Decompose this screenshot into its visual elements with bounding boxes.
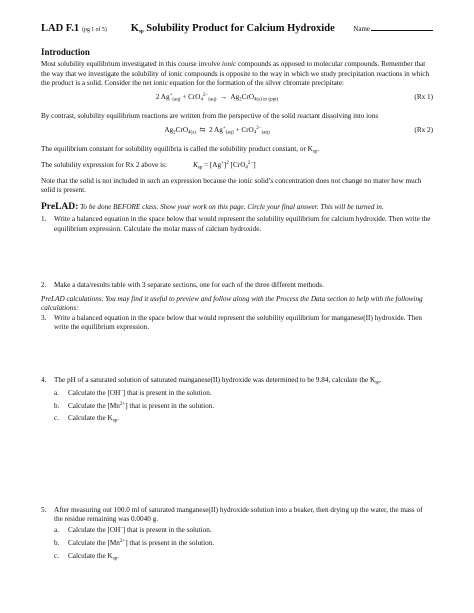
- intro-ionic: ionic: [221, 60, 237, 69]
- title-rest: Solubility Product for Calcium Hydroxide: [143, 23, 335, 34]
- question-1: [41, 215, 433, 233]
- prelab-heading: PreLAD:: [41, 202, 79, 213]
- question-4-ksp-sub: sp: [375, 380, 380, 386]
- question-4: [41, 376, 433, 387]
- title-sp: sp: [138, 29, 144, 35]
- part-letter: b.: [54, 401, 60, 410]
- page-note: (pg 1 of 5): [82, 27, 107, 33]
- ksp-sub: sp: [112, 418, 118, 424]
- oh-end: ] that is present in the solution.: [122, 388, 212, 397]
- prelab-instructions: To be done BEFORE class. Show your work on this page. Circle your final answer. This will be turned in.: [78, 203, 384, 212]
- mn-end: ] that is present in the solution.: [125, 401, 215, 410]
- question-4c: [54, 414, 433, 425]
- question-5a: [54, 526, 433, 535]
- intro-note: Note that the solid is not included in such an expression because the ionic solid’s concentration does not change no mater how much solid is present.: [41, 176, 422, 195]
- answer-space-3[interactable]: [41, 332, 433, 376]
- oh-end: ] that is present in the solution.: [122, 526, 212, 535]
- question-4-number: 4.: [41, 375, 47, 384]
- introduction-heading: Introduction: [41, 46, 90, 57]
- ksp-def-end: .: [317, 145, 320, 154]
- oh-text: Calculate the [OH: [68, 388, 121, 397]
- question-5b: [54, 539, 433, 548]
- question-1-number: 1.: [41, 215, 47, 224]
- name-label: Name: [353, 25, 370, 33]
- answer-space-4[interactable]: [41, 429, 433, 506]
- part-text: [68, 402, 214, 411]
- reaction-2-tag: (Rx 2): [414, 126, 433, 135]
- reaction-1-tag: (Rx 1): [414, 93, 433, 102]
- mn-sup: 2+: [119, 401, 126, 407]
- question-2-number: 2.: [41, 280, 47, 289]
- part-text: [68, 539, 214, 548]
- ksp-end: .: [117, 551, 119, 560]
- question-5c: [54, 552, 433, 563]
- document-title: [131, 22, 335, 36]
- part-text: [68, 552, 119, 563]
- intro-text-a: Most solubility equilibrium investigated in this course involve: [41, 60, 222, 69]
- part-letter: c.: [54, 414, 59, 423]
- part-text: [68, 389, 212, 398]
- name-field: [353, 23, 433, 34]
- intro-text-b: compounds as opposed to molecular compounds. Remember that the way that we investigate the solubility of ionic compounds is opposite to the way in which we study precipitation reactions in which the product is a solid. Consider the net ionic equation for the formation of the silver chromate precipitate:: [41, 60, 430, 87]
- title-k: K: [130, 23, 139, 34]
- reaction-2-equation: $Ag_2CrO_{4(s)}$ ⇆ 2 $Ag^+_{(aq)} + CrO_4^{2-}_{(aq)}$: [164, 126, 270, 136]
- part-text: [68, 526, 212, 535]
- oh-text: Calculate the [OH: [68, 526, 121, 535]
- solubility-expression: [41, 161, 433, 172]
- mn-sup: 2+: [119, 538, 126, 544]
- lab-code: LAD F.1: [41, 23, 80, 34]
- question-2: [41, 281, 433, 290]
- solubility-expression-formula: $K_{sp} = [Ag^+]^2$ [CrO$_4^{2-}$]: [193, 160, 256, 171]
- mn-text: Calculate the [Mn: [68, 401, 120, 410]
- mn-text: Calculate the [Mn: [68, 538, 120, 547]
- ksp-definition: [41, 145, 433, 156]
- part-letter: a.: [54, 526, 59, 535]
- reaction-1-equation: 2 $Ag^+_{(aq)} + CrO_4^{2-}_{(aq)} \to Ag_2CrO_{4(s) or (ppt)}$: [155, 93, 279, 103]
- calculations-note: PreLAD calculations. You may find it useful to preview and follow along with the Process the Data section to help with the following calculations:: [41, 295, 423, 313]
- prelab-header: [41, 201, 433, 213]
- question-4-text-end: .: [379, 375, 382, 384]
- question-1-text: Write a balanced equation in the space below that would represent the solubility equilibrium for calcium hydroxide. Then write the equilibrium expression. Calculate the molar mass of calcium hydroxide.: [54, 215, 431, 233]
- question-2-text: Make a data/results table with 3 separate sections, one for each of the three different methods.: [54, 280, 324, 289]
- ksp-text: Calculate the K: [68, 551, 113, 560]
- question-5-parts: [54, 526, 433, 562]
- question-4-parts: [54, 389, 433, 425]
- reaction-1: [41, 93, 433, 104]
- solubility-expression-label: The solubility expression for Rx 2 above is:: [41, 160, 167, 169]
- question-4a: [54, 389, 433, 398]
- intro-paragraph-2: By contrast, solubility equilibrium reactions are written from the perspective of the solid reactant dissolving into ions: [41, 111, 379, 120]
- part-text: [68, 414, 119, 425]
- ksp-def-sub: sp: [312, 149, 318, 155]
- ksp-sub: sp: [112, 556, 118, 562]
- ksp-text: Calculate the K: [68, 414, 113, 423]
- intro-paragraph: [41, 60, 433, 88]
- document-header: [41, 22, 433, 36]
- question-5: [41, 506, 433, 524]
- part-letter: a.: [54, 388, 59, 397]
- part-letter: b.: [54, 538, 60, 547]
- question-3: [41, 314, 433, 332]
- question-3-text: Write a balanced equation in the space below that would represent the solubility equilibrium for manganese(II) hydroxide. Then write the equilibrium expression.: [54, 313, 423, 331]
- ksp-def-text: The equilibrium constant for solubility equilibria is called the solubility product constant, or K: [41, 145, 313, 154]
- ksp-end: .: [117, 414, 119, 423]
- question-4b: [54, 402, 433, 411]
- oh-sup: –: [120, 388, 123, 394]
- part-letter: c.: [54, 551, 59, 560]
- reaction-2: [41, 126, 433, 137]
- answer-space-1[interactable]: [41, 234, 433, 281]
- question-4-text: [54, 376, 433, 387]
- question-3-number: 3.: [41, 313, 47, 322]
- question-4-text-main: The pH of a saturated solution of saturated manganese(II) hydroxide was determined to be 9.84, calculate the K: [54, 375, 376, 384]
- oh-sup: –: [120, 526, 123, 532]
- name-blank-line[interactable]: [371, 23, 433, 31]
- question-5-text: After measuring out 100.0 ml of saturated manganese(II) hydroxide solution into a beaker, then drying up the water, the mass of the residue remaining was 0.0040 g.: [54, 505, 423, 523]
- answer-space-2[interactable]: [41, 290, 433, 292]
- question-5-number: 5.: [41, 505, 47, 514]
- mn-end: ] that is present in the solution.: [125, 538, 215, 547]
